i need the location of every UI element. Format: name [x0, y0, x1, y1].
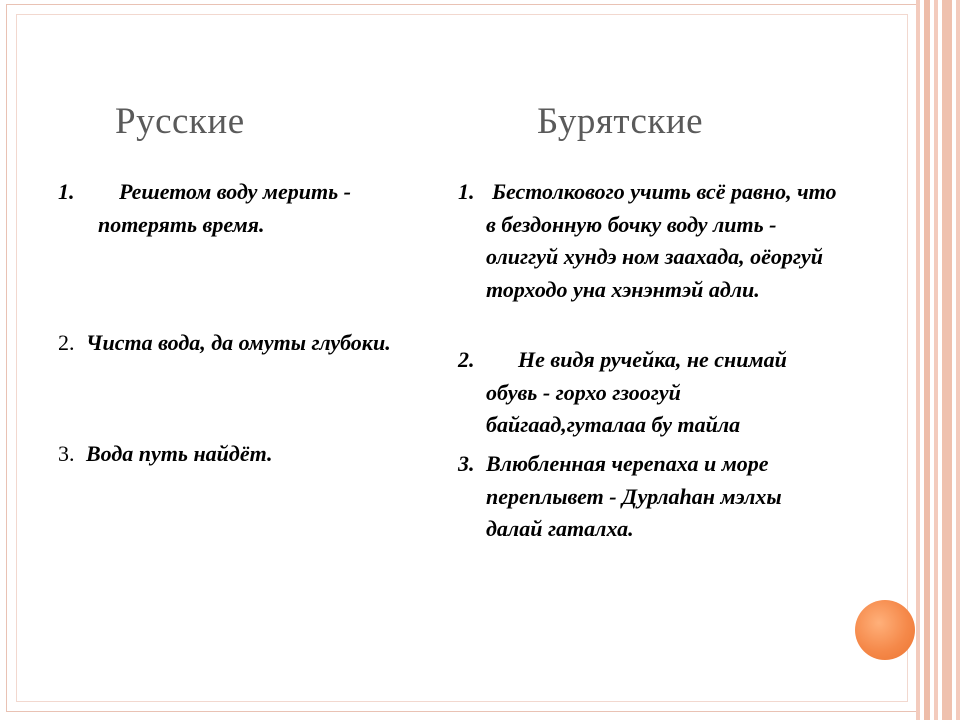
list-item-buryat-1 — [458, 176, 838, 306]
stripe — [934, 0, 938, 720]
list-item-text: Влюбленная черепаха и море переплывет - Дурлаһан мэлхы далай гаталха. — [486, 451, 782, 541]
heading-russian: Русские — [115, 101, 245, 142]
list-item-text: Чиста вода, да омуты глубоки. — [86, 330, 391, 355]
decorative-stripes — [916, 0, 960, 720]
list-number: 1. — [458, 179, 475, 204]
list-item-russian-2 — [58, 327, 428, 360]
list-item-russian-3 — [58, 438, 428, 471]
orange-circle-icon — [855, 600, 915, 660]
list-item-buryat-2 — [458, 344, 838, 442]
list-number: 2. — [58, 330, 75, 355]
stripe — [956, 0, 960, 720]
list-item-text: Решетом воду мерить - потерять время. — [98, 179, 351, 237]
list-number: 3. — [458, 451, 475, 476]
list-number: 1. — [58, 179, 75, 204]
stripe — [942, 0, 952, 720]
list-item-text: Не видя ручейка, не снимай обувь - горхо гзоогуй байгаад,гуталаа бу тайла — [486, 347, 787, 437]
list-number: 3. — [58, 441, 75, 466]
heading-buryat: Бурятские — [537, 101, 704, 142]
list-number: 2. — [458, 347, 475, 372]
list-item-text: Вода путь найдёт. — [86, 441, 273, 466]
stripe — [916, 0, 920, 720]
list-item-text: Бестолкового учить всё равно, что в бездонную бочку воду лить - олиггуй хундэ ном заахада, оёоргуй торходо уна хэнэнтэй адли. — [486, 179, 837, 302]
list-item-buryat-3 — [458, 448, 838, 546]
list-item-russian-1 — [58, 176, 428, 241]
stripe — [924, 0, 930, 720]
